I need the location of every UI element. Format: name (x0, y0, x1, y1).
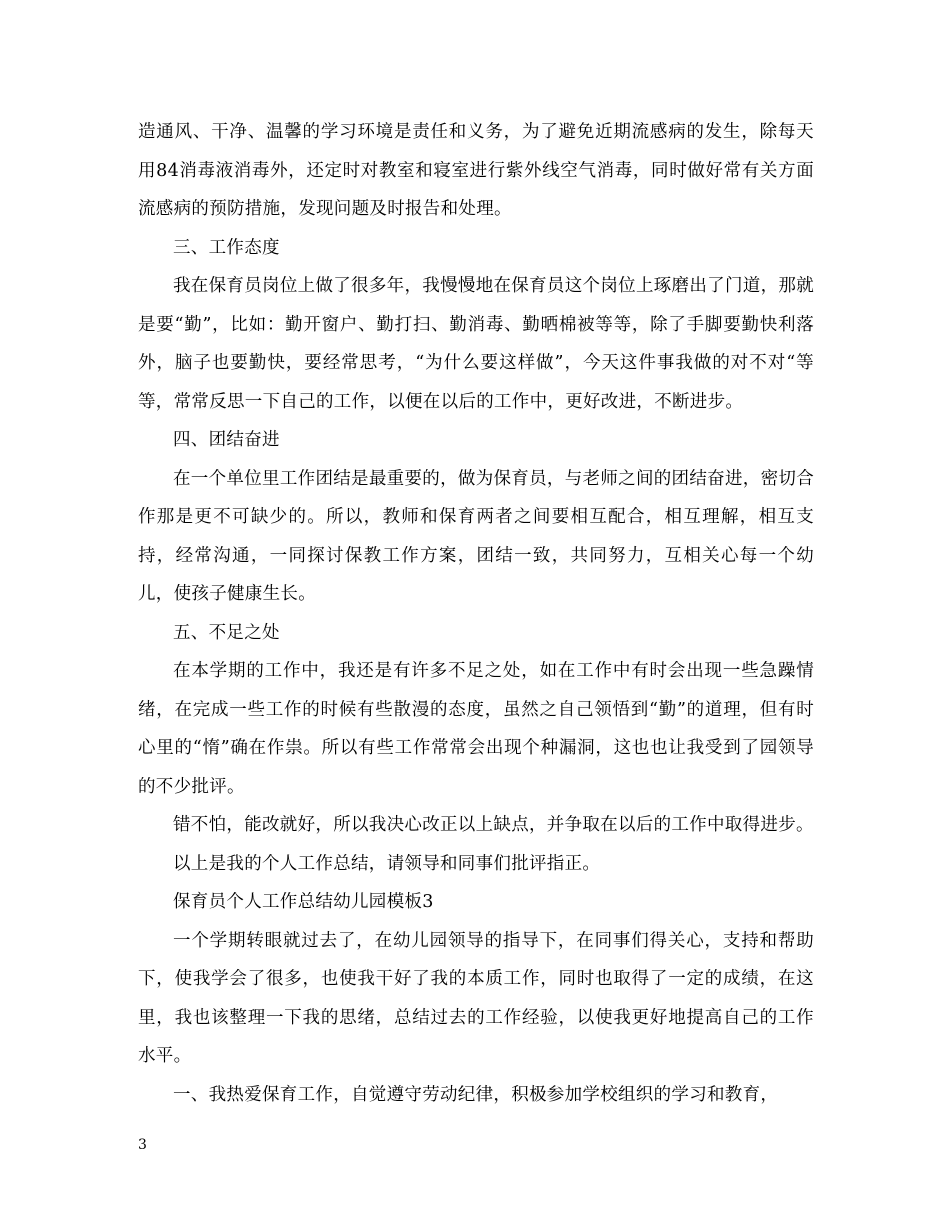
heading-work-attitude: 三、工作态度 (173, 237, 280, 258)
paragraph-continued: 造通风、干净、温馨的学习环境是责任和义务，为了避免近期流感病的发生，除每天用84消毒液消毒外，还定时对教室和寝室进行紫外线空气消毒，同时做好常有关方面流感病的预防措施，发现问题及时报告和处理。 (138, 122, 814, 219)
heading-unity: 四、团结奋进 (173, 430, 280, 450)
paragraph: 以上是我的个人工作总结，请领导和同事们批评指正。 (173, 853, 601, 874)
paragraph: 我在保育员岗位上做了很多年，我慢慢地在保育员这个岗位上琢磨出了门道，那就是要“勤”，比如：勤开窗户、勤打扫、勤消毒、勤晒棉被等等，除了手脚要勤快利落外，脑子也要勤快，要经常思考，“为什么要这样做”，今天这件事我做的对不对“等等，常常反思一下自己的工作，以便在以后的工作中，更好改进，不断进步。 (138, 276, 814, 412)
heading-shortcomings: 五、不足之处 (173, 622, 280, 643)
paragraph: 错不怕，能改就好，所以我决心改正以上缺点，并争取在以后的工作中取得进步。 (173, 815, 814, 835)
section-title: 保育员个人工作总结幼儿园模板3 (173, 892, 434, 912)
paragraph: 一、我热爱保育工作，自觉遵守劳动纪律，积极参加学校组织的学习和教育， (173, 1084, 779, 1105)
page-number: 3 (138, 1137, 147, 1153)
body-text (138, 113, 814, 1114)
paragraph: 在一个单位里工作团结是最重要的，做为保育员，与老师之间的团结奋进，密切合作那是更不可缺少的。所以，教师和保育两者之间要相互配合，相互理解，相互支持，经常沟通，一同探讨保教工作方案，团结一致，共同努力，互相关心每一个幼儿，使孩子健康生长。 (138, 468, 814, 604)
paragraph: 一个学期转眼就过去了，在幼儿园领导的指导下，在同事们得关心，支持和帮助下，使我学会了很多，也使我干好了我的本质工作，同时也取得了一定的成绩，在这里，我也该整理一下我的思绪，总结过去的工作经验，以使我更好地提高自己的工作水平。 (138, 930, 814, 1066)
paragraph: 在本学期的工作中，我还是有许多不足之处，如在工作中有时会出现一些急躁情绪，在完成一些工作的时候有些散漫的态度，虽然之自己领悟到“勤”的道理，但有时心里的“惰”确在作祟。所以有些工作常常会出现个种漏洞，这也也让我受到了园领导的不少批评。 (138, 661, 814, 797)
